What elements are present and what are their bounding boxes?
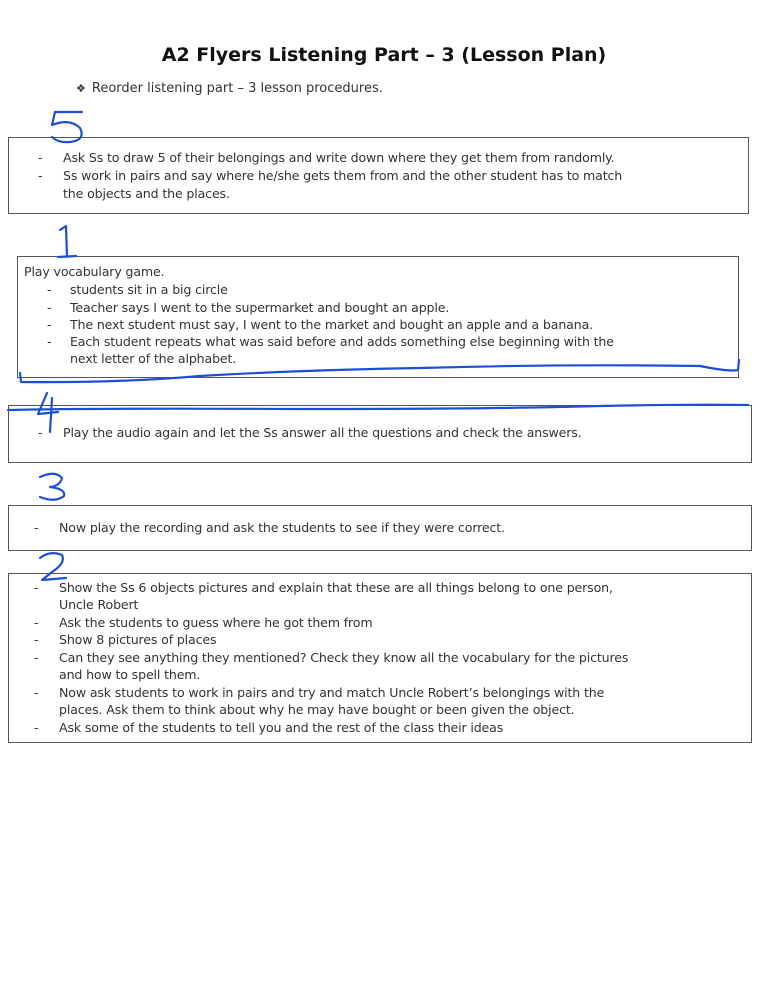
dash: -: [34, 520, 39, 535]
box1-line-2: Teacher says I went to the supermarket and bought an apple.: [70, 300, 450, 315]
diamond-bullet-icon: ❖: [76, 82, 86, 95]
instruction: ❖ Reorder listening part – 3 lesson procedures.: [76, 81, 383, 96]
dash: -: [34, 632, 39, 647]
box1-line-1: students sit in a big circle: [70, 282, 228, 297]
handwritten-3: [40, 474, 64, 500]
box1-line-4: Each student repeats what was said before and adds something else beginning with the: [70, 334, 614, 349]
box1-line-5: next letter of the alphabet.: [70, 351, 237, 366]
box2-line-6: and how to spell them.: [59, 667, 201, 682]
box2-line-5: Can they see anything they mentioned? Check they know all the vocabulary for the pictures: [59, 650, 629, 665]
dash: -: [34, 580, 39, 595]
dash: -: [34, 685, 39, 700]
box2-line-7: Now ask students to work in pairs and try and match Uncle Robert’s belongings with the: [59, 685, 605, 700]
box2-line-8: places. Ask them to think about why he may have bought or been given the object.: [59, 702, 575, 717]
box5-line-1: Ask Ss to draw 5 of their belongings and write down where they get them from randomly.: [63, 150, 615, 165]
box4-line-1: Play the audio again and let the Ss answer all the questions and check the answers.: [63, 425, 582, 440]
dash: -: [47, 282, 52, 297]
handwritten-1: [58, 226, 76, 257]
dash: -: [34, 720, 39, 735]
dash: -: [47, 317, 52, 332]
box2-line-4: Show 8 pictures of places: [59, 632, 217, 647]
box5-line-2: Ss work in pairs and say where he/she gets them from and the other student has to match: [63, 168, 623, 183]
dash: -: [38, 425, 43, 440]
dash: -: [47, 334, 52, 349]
box2-line-1: Show the Ss 6 objects pictures and explain that these are all things belong to one person,: [59, 580, 613, 595]
box2-line-9: Ask some of the students to tell you and the rest of the class their ideas: [59, 720, 504, 735]
page-title: A2 Flyers Listening Part – 3 (Lesson Plan): [161, 44, 607, 66]
dash: -: [38, 168, 43, 183]
box2-line-2: Uncle Robert: [59, 597, 139, 612]
box3-line-1: Now play the recording and ask the students to see if they were correct.: [59, 520, 505, 535]
box2-line-3: Ask the students to guess where he got them from: [59, 615, 373, 630]
dash: -: [34, 615, 39, 630]
dash: -: [47, 300, 52, 315]
box1-line-3: The next student must say, I went to the market and bought an apple and a banana.: [70, 317, 593, 332]
box1-heading: Play vocabulary game.: [24, 264, 165, 279]
dash: -: [34, 650, 39, 665]
box5-line-3: the objects and the places.: [63, 186, 230, 201]
dash: -: [38, 150, 43, 165]
